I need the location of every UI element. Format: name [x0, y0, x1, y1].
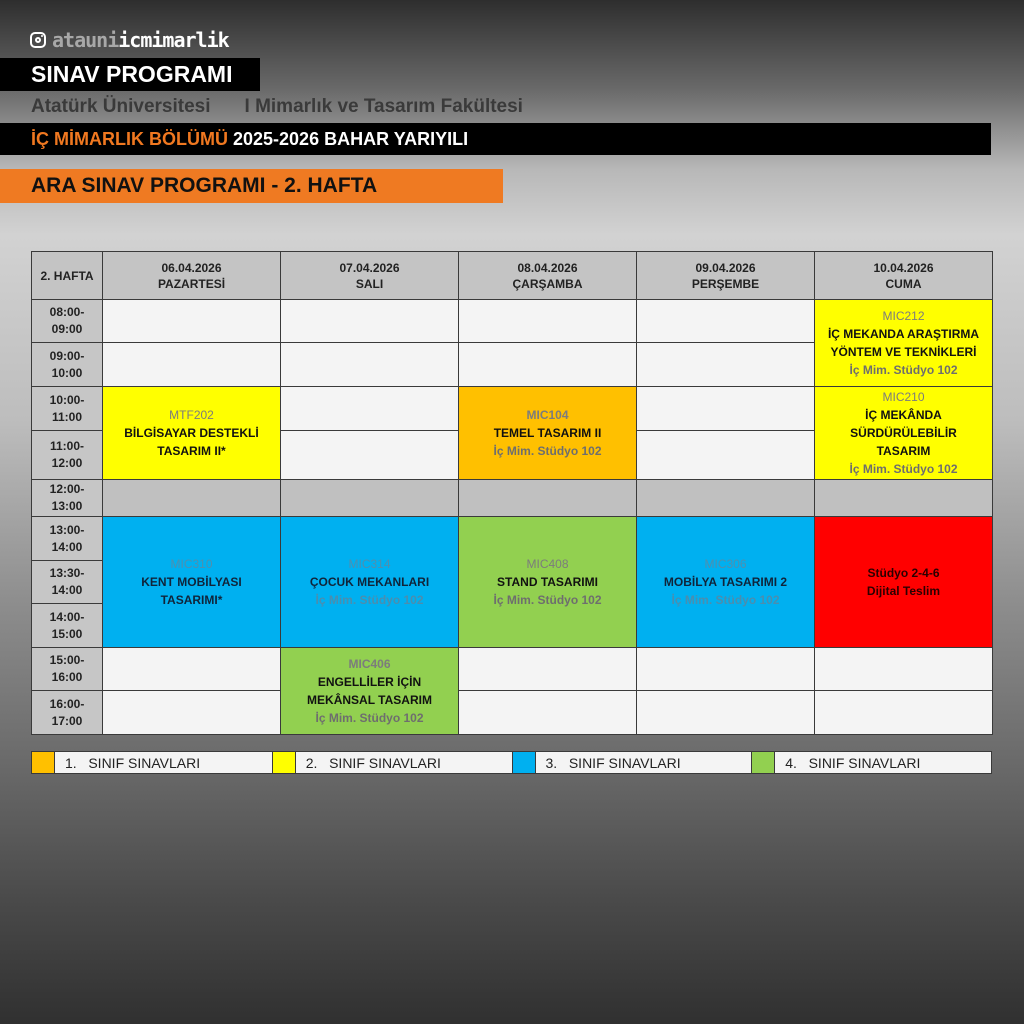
- empty-cell: [281, 387, 459, 431]
- empty-cell: [281, 343, 459, 387]
- table-row: [32, 387, 993, 431]
- course-name: ENGELLİLER İÇİN: [317, 675, 422, 689]
- empty-cell: [637, 648, 815, 691]
- time-slot: [32, 604, 103, 648]
- exam-cell-mic408: [459, 517, 637, 648]
- course-code: MIC212: [882, 309, 925, 323]
- time-end: 15:00: [51, 626, 83, 641]
- time-end: 12:00: [51, 456, 83, 470]
- course-name: YÖNTEM VE TEKNİKLERİ: [830, 345, 977, 359]
- handle-prefix: atauni: [52, 28, 119, 52]
- time-start: 09:00-: [49, 348, 85, 363]
- course-name: TEMEL TASARIM II: [493, 426, 602, 440]
- empty-cell: [459, 343, 637, 387]
- time-slot: [32, 343, 103, 387]
- lunch-break-cell: [637, 480, 815, 517]
- time-slot: [32, 561, 103, 604]
- legend-swatch-yellow: [272, 752, 296, 773]
- day-name: PAZARTESİ: [157, 276, 226, 291]
- course-name: Stüdyo 2-4-6: [867, 566, 940, 580]
- empty-cell: [637, 691, 815, 735]
- time-start: 11:00-: [49, 439, 85, 453]
- day-date: 07.04.2026: [339, 260, 400, 275]
- empty-cell: [815, 691, 993, 735]
- empty-cell: [103, 691, 281, 735]
- legend: [31, 751, 992, 774]
- time-start: 15:00-: [49, 653, 85, 667]
- empty-cell: [459, 691, 637, 735]
- exam-schedule-table: [31, 251, 993, 735]
- day-date: 08.04.2026: [517, 260, 578, 275]
- time-slot: [32, 480, 103, 517]
- course-name: İÇ MEKÂNDA: [865, 408, 942, 422]
- legend-item-year2: [272, 752, 512, 773]
- time-slot: [32, 648, 103, 691]
- room-label: İç Mim. Stüdyo 102: [849, 462, 958, 476]
- course-name: BİLGİSAYAR DESTEKLİ: [124, 426, 259, 440]
- term-label: 2025-2026 BAHAR YARIYILI: [233, 129, 469, 149]
- time-slot: [32, 387, 103, 431]
- course-name: ÇOCUK MEKANLARI: [309, 575, 430, 589]
- legend-swatch-green: [751, 752, 775, 773]
- course-code: MIC310: [170, 557, 213, 571]
- day-name: ÇARŞAMBA: [512, 276, 583, 291]
- empty-cell: [815, 648, 993, 691]
- department-bar: [0, 123, 991, 155]
- lunch-break-cell: [459, 480, 637, 517]
- lunch-break-cell: [103, 480, 281, 517]
- time-start: 14:00-: [49, 609, 85, 624]
- empty-cell: [103, 343, 281, 387]
- legend-swatch-blue: [512, 752, 536, 773]
- exam-cell-mic406: [281, 648, 459, 735]
- empty-cell: [103, 648, 281, 691]
- course-name: TASARIMI*: [160, 593, 223, 607]
- course-code: MIC210: [882, 390, 925, 404]
- course-name: STAND TASARIMI: [497, 575, 598, 589]
- legend-item-year4: [751, 752, 991, 773]
- university-name: Atatürk Üniversitesi: [31, 96, 211, 117]
- time-slot: [32, 691, 103, 735]
- time-end: 16:00: [51, 670, 83, 684]
- day-name: CUMA: [885, 276, 922, 291]
- day-header-friday: [815, 252, 993, 300]
- course-code: MIC406: [348, 657, 391, 671]
- day-header-monday: [103, 252, 281, 300]
- exam-cell-mic310: [103, 517, 281, 648]
- table-row: [32, 648, 993, 691]
- day-header-thursday: [637, 252, 815, 300]
- exam-cell-mic314: [281, 517, 459, 648]
- day-date: 06.04.2026: [161, 260, 222, 275]
- lunch-break-cell: [281, 480, 459, 517]
- empty-cell: [637, 300, 815, 343]
- legend-label: 4. SINIF SINAVLARI: [785, 754, 921, 771]
- legend-item-year3: [512, 752, 752, 773]
- day-date: 09.04.2026: [695, 260, 756, 275]
- course-name: TASARIM II*: [157, 444, 226, 458]
- time-start: 10:00-: [49, 392, 85, 407]
- course-name: KENT MOBİLYASI: [141, 575, 242, 589]
- table-row: [32, 517, 993, 561]
- empty-cell: [459, 648, 637, 691]
- table-row: [32, 300, 993, 343]
- exam-cell-mic210: [815, 387, 993, 480]
- course-code: MIC104: [526, 408, 569, 422]
- handle-suffix: icmimarlik: [118, 28, 229, 52]
- exam-cell-studio-digital-submission: [815, 517, 993, 648]
- course-name: İÇ MEKANDA ARAŞTIRMA: [827, 327, 980, 341]
- course-code: MIC306: [704, 557, 747, 571]
- room-label: İç Mim. Stüdyo 102: [315, 711, 424, 725]
- legend-label: 3. SINIF SINAVLARI: [545, 754, 681, 771]
- department-name: İÇ MİMARLIK BÖLÜMÜ: [31, 129, 228, 149]
- time-end: 09:00: [51, 322, 83, 336]
- university-line: [31, 96, 523, 118]
- empty-cell: [103, 300, 281, 343]
- empty-cell: [637, 387, 815, 431]
- exam-cell-mic306: [637, 517, 815, 648]
- time-slot: [32, 431, 103, 480]
- faculty-name: I Mimarlık ve Tasarım Fakültesi: [244, 96, 523, 117]
- room-label: İç Mim. Stüdyo 102: [493, 444, 602, 458]
- week-label: 2. HAFTA: [32, 252, 103, 300]
- table-row: [32, 480, 993, 517]
- empty-cell: [637, 431, 815, 480]
- exam-cell-mic212: [815, 300, 993, 387]
- time-end: 17:00: [51, 713, 83, 728]
- time-start: 12:00-: [49, 482, 85, 496]
- empty-cell: [637, 343, 815, 387]
- instagram-icon: [30, 32, 46, 48]
- time-start: 13:00-: [49, 522, 85, 537]
- course-name: MEKÂNSAL TASARIM: [307, 693, 432, 707]
- room-label: İç Mim. Stüdyo 102: [671, 593, 780, 607]
- course-name: MOBİLYA TASARIMI 2: [663, 575, 788, 589]
- course-name: TASARIM: [876, 444, 931, 458]
- course-code: MTF202: [169, 408, 214, 422]
- exam-cell-mtf202: [103, 387, 281, 480]
- lunch-break-cell: [815, 480, 993, 517]
- room-label: İç Mim. Stüdyo 102: [493, 593, 602, 607]
- course-name: SÜRDÜRÜLEBİLİR: [850, 426, 957, 440]
- time-end: 14:00: [51, 583, 83, 597]
- legend-item-year1: [32, 752, 272, 773]
- time-start: 13:30-: [49, 566, 85, 580]
- course-code: MIC314: [348, 557, 391, 571]
- exam-cell-mic104: [459, 387, 637, 480]
- room-label: İç Mim. Stüdyo 102: [315, 593, 424, 607]
- time-start: 16:00-: [49, 696, 85, 711]
- course-code: MIC408: [526, 557, 569, 571]
- legend-swatch-orange: [32, 752, 55, 773]
- time-start: 08:00-: [49, 305, 85, 319]
- legend-label: 2. SINIF SINAVLARI: [305, 754, 441, 771]
- day-name: PERŞEMBE: [691, 276, 760, 291]
- time-end: 14:00: [51, 539, 83, 554]
- header-row: [32, 252, 993, 300]
- empty-cell: [281, 431, 459, 480]
- table-row: [32, 691, 993, 735]
- day-header-tuesday: [281, 252, 459, 300]
- page-title: SINAV PROGRAMI: [0, 58, 260, 91]
- time-slot: [32, 517, 103, 561]
- program-title: ARA SINAV PROGRAMI - 2. HAFTA: [0, 169, 503, 203]
- legend-label: 1. SINIF SINAVLARI: [65, 754, 201, 771]
- empty-cell: [459, 300, 637, 343]
- instagram-handle: [30, 28, 229, 52]
- room-label: İç Mim. Stüdyo 102: [849, 363, 958, 377]
- time-end: 11:00: [51, 409, 83, 424]
- course-name: Dijital Teslim: [866, 584, 941, 598]
- day-header-wednesday: [459, 252, 637, 300]
- time-end: 10:00: [51, 365, 83, 380]
- day-date: 10.04.2026: [873, 260, 934, 275]
- time-slot: [32, 300, 103, 343]
- time-end: 13:00: [51, 499, 83, 513]
- empty-cell: [281, 300, 459, 343]
- day-name: SALI: [355, 276, 384, 291]
